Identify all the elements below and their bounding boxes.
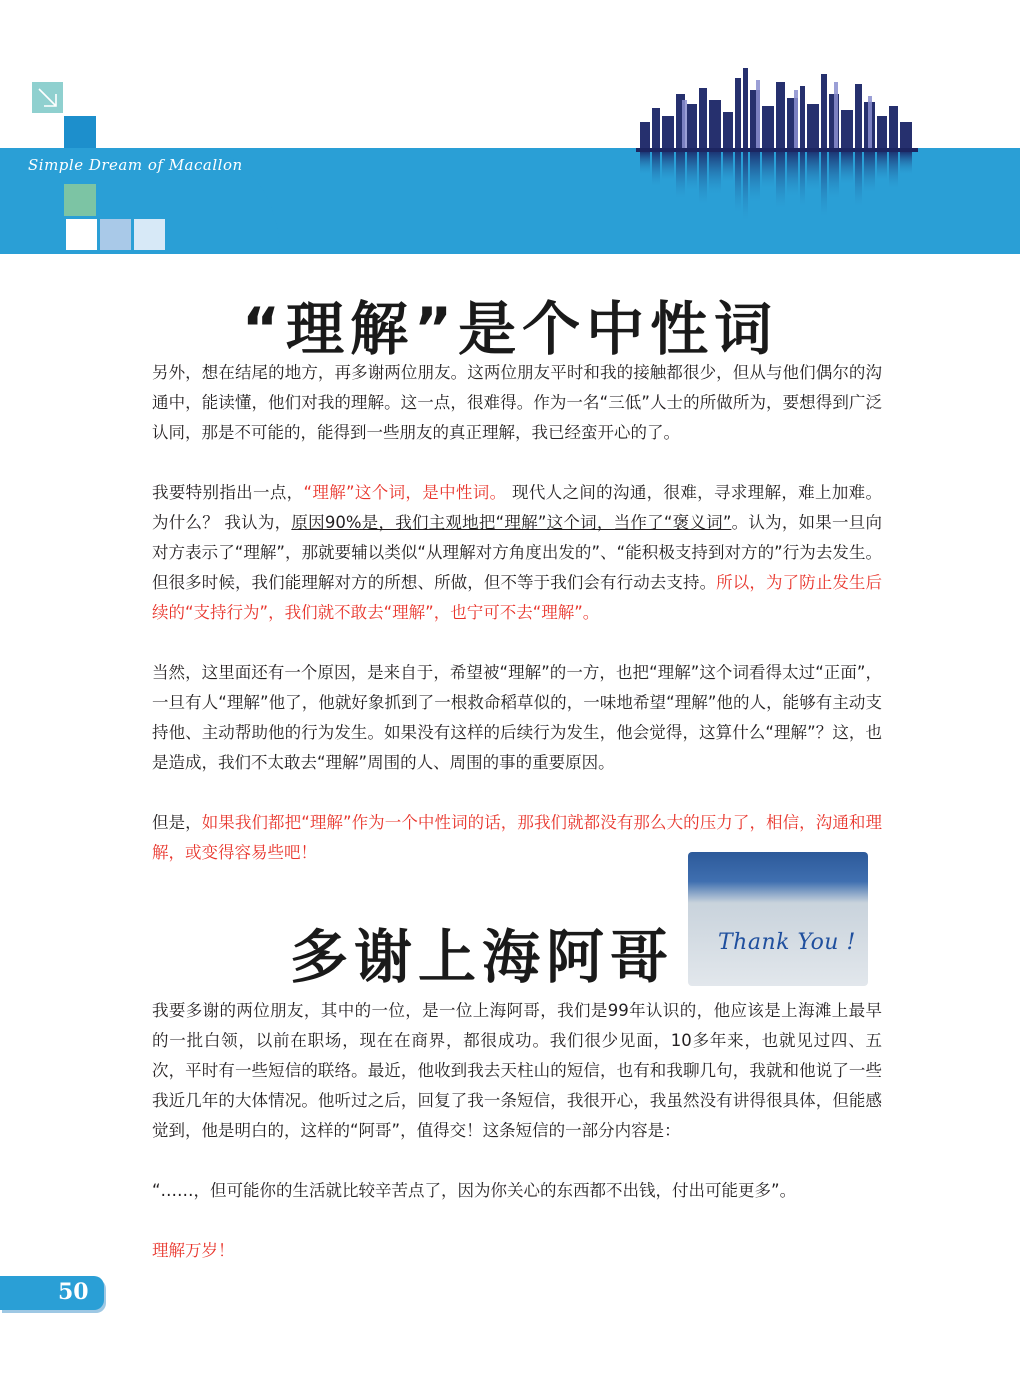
page-number: 50 bbox=[58, 1279, 89, 1305]
decor-square bbox=[100, 219, 131, 250]
decor-square bbox=[134, 219, 165, 250]
paragraph: 我要多谢的两位朋友，其中的一位，是一位上海阿哥，我们是99年认识的，他应该是上海滩上最早的一批白领，以前在职场，现在在商界，都很成功。我们很少见面，10多年来，也就见过四、五次，平时有一些短信的联络。最近，他收到我去天柱山的短信，也有和我聊几句，我就和他说了一些我近几年的大体情况。他听过之后，回复了我一条短信，我很开心，我虽然没有讲得很具体，但能感觉到，他是明白的，这样的“阿哥”，值得交！这条短信的一部分内容是： bbox=[152, 1001, 882, 1140]
highlight-text: 所以，为了防止发生后续的“支持行为”，我们就不敢去“理解”，也宁可不去“理解”。 bbox=[152, 573, 883, 622]
text-run: 现代人之间的沟通，很难，寻求理解，难上加难。为什么？ 我认为， bbox=[152, 483, 882, 532]
thank-you-photo bbox=[688, 852, 868, 986]
closing-text: 理解万岁！ bbox=[152, 1241, 235, 1260]
city-skyline-image bbox=[636, 60, 918, 240]
decor-square bbox=[64, 116, 96, 148]
page-header bbox=[0, 0, 1020, 260]
article-title: “理解”是个中性词 bbox=[241, 295, 779, 363]
text-run: 。认为，如果一旦向对方表示了“理解”，那就要辅以类似“从理解对方角度出发的”、“能积极支持到对方的”行为去发生。但很多时候，我们能理解对方的所想、所做，但不等于我们会有行动去支持。 bbox=[152, 513, 882, 592]
text-run: 我要特别指出一点， bbox=[152, 483, 304, 502]
paragraph bbox=[152, 478, 882, 628]
highlight-text: “理解”这个词，是中性词。 bbox=[303, 483, 507, 502]
photo-caption: Thank You ! bbox=[718, 930, 856, 955]
quote-text: “……，但可能你的生活就比较辛苦点了，因为你关心的东西都不出钱，付出可能更多”。 bbox=[152, 1181, 797, 1200]
paragraph: 另外，想在结尾的地方，再多谢两位朋友。这两位朋友平时和我的接触都很少，但从与他们偶尔的沟通中，能读懂，他们对我的理解。这一点，很难得。作为一名“三低”人士的所做所为，要想得到广泛认同，那是不可能的，能得到一些朋友的真正理解，我已经蛮开心的了。 bbox=[152, 363, 882, 442]
header-tagline: Simple Dream of Macallon bbox=[28, 156, 243, 174]
highlight-text: 如果我们都把“理解”作为一个中性词的话，那我们就都没有那么大的压力了，相信，沟通和理解，或变得容易些吧！ bbox=[152, 813, 882, 862]
decor-square bbox=[64, 184, 96, 216]
text-run: 但是， bbox=[152, 813, 202, 832]
decor-square bbox=[66, 219, 97, 250]
article-title: 多谢上海阿哥 bbox=[290, 923, 675, 991]
arrow-down-right-icon bbox=[36, 86, 60, 110]
paragraph: 当然，这里面还有一个原因，是来自于，希望被“理解”的一方，也把“理解”这个词看得太过“正面”，一旦有人“理解”他了，他就好象抓到了一根救命稻草似的，一味地希望“理解”他的人，能够有主动支持他、主动帮助他的行为发生。如果没有这样的后续行为发生，他会觉得，这算什么“理解”？这，也是造成，我们不太敢去“理解”周围的人、周围的事的重要原因。 bbox=[152, 663, 882, 772]
underlined-text: 原因90%是，我们主观地把“理解”这个词，当作了“褒义词” bbox=[291, 513, 732, 532]
